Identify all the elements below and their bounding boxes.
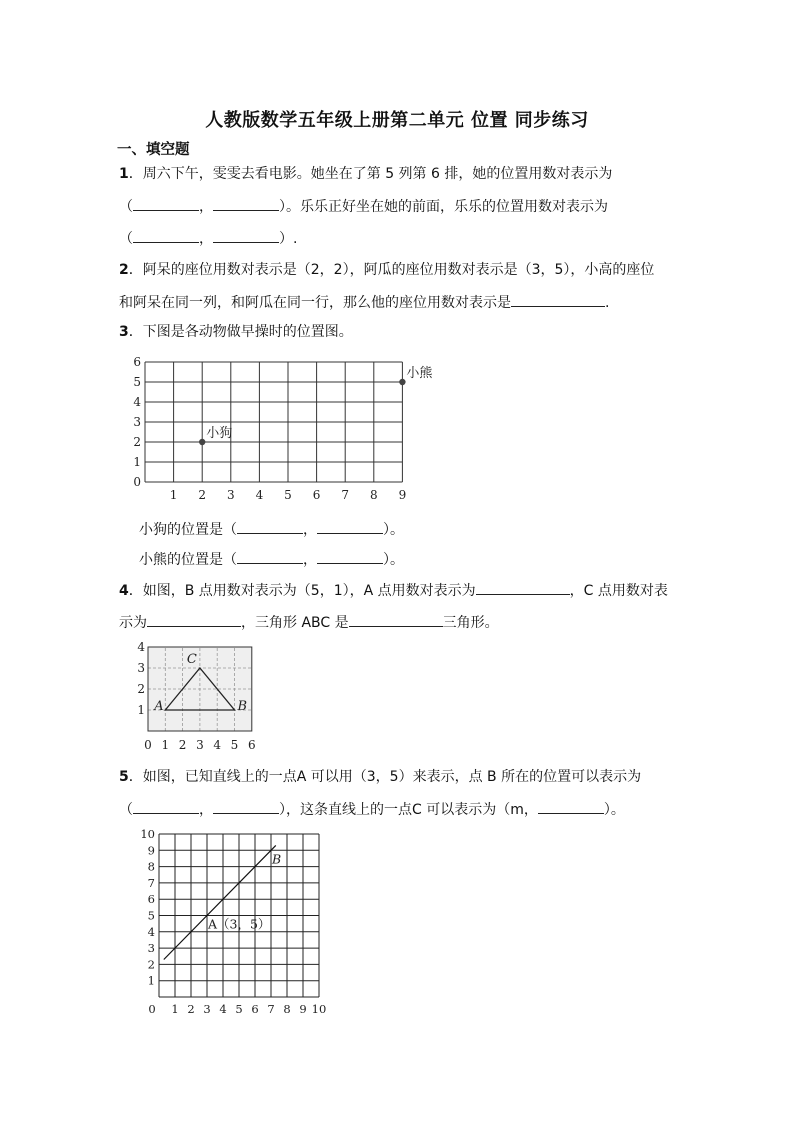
x-tick-label: 8 [283, 1002, 291, 1016]
x-tick-label: 1 [161, 738, 170, 752]
q1-line3 [119, 228, 297, 249]
page-title: 人教版数学五年级上册第二单元 位置 同步练习 [205, 110, 589, 131]
point-label: 小熊 [406, 366, 433, 381]
y-tick-label: 4 [133, 395, 141, 409]
q5-line1 [119, 767, 641, 787]
q3-bear-line [139, 549, 404, 570]
vertex-label: B [237, 699, 248, 714]
q3-text: ．下图是各动物做早操时的位置图。 [128, 324, 353, 340]
point-a-label: A（3，5） [208, 916, 271, 932]
y-tick-label: 2 [147, 957, 155, 972]
q3-dog-line [139, 519, 404, 540]
y-tick-label: 3 [137, 661, 145, 675]
q4-text-2c: 三角形。 [442, 615, 499, 631]
q3-bear-blank-1[interactable] [237, 549, 303, 564]
q5-mid: ），这条直线上的一点C 可以表示为（m， [279, 802, 538, 818]
q4-text-2a: 示为 [119, 615, 147, 631]
y-tick-label: 0 [133, 475, 141, 489]
q5-blank-3[interactable] [538, 799, 604, 814]
q3-dog-blank-2[interactable] [317, 519, 383, 534]
y-tick-label: 2 [137, 682, 145, 696]
y-tick-label: 1 [137, 703, 145, 717]
q1-number: 1 [119, 166, 129, 182]
q1-comma-b: ， [199, 231, 213, 247]
x-tick-label: 9 [299, 1002, 307, 1016]
q2-number: 2 [119, 262, 129, 278]
y-tick-label: 4 [147, 924, 155, 939]
q3-bear-comma: ， [303, 552, 317, 568]
x-tick-label: 6 [251, 1002, 259, 1016]
y-tick-label: 7 [147, 875, 155, 890]
q2-text-1: ．阿呆的座位用数对表示是（2，2），阿瓜的座位用数对表示是（3，5），小高的座位 [128, 262, 655, 278]
q1-blank-3[interactable] [133, 228, 199, 243]
q3-bear-label: 小熊的位置是（ [139, 552, 237, 568]
position-point [199, 439, 205, 445]
q3-dog-close: ）。 [383, 522, 404, 538]
straight-line [164, 845, 276, 959]
x-tick-label: 1 [171, 1002, 179, 1016]
q4-triangle-grid [138, 642, 263, 757]
q2-end: . [605, 295, 610, 311]
q3-bear-blank-2[interactable] [317, 549, 383, 564]
q3-dog-comma: ， [303, 522, 317, 538]
x-tick-label: 4 [255, 488, 264, 502]
x-tick-label: 8 [369, 488, 378, 502]
q4-blank-type[interactable] [349, 612, 443, 627]
x-tick-label: 0 [148, 1002, 156, 1016]
y-tick-label: 5 [133, 375, 141, 389]
x-tick-label: 6 [247, 738, 256, 752]
x-tick-label: 4 [219, 1002, 227, 1016]
q5-blank-1[interactable] [133, 799, 199, 814]
x-tick-label: 5 [235, 1002, 243, 1016]
x-tick-label: 3 [203, 1002, 211, 1016]
q1-line2 [119, 196, 608, 217]
y-tick-label: 8 [147, 859, 155, 874]
q3-line1 [119, 322, 353, 342]
q4-text-2b: ，三角形 ABC 是 [241, 615, 349, 631]
y-tick-label: 1 [133, 455, 141, 469]
section-heading: 一、填空题 [117, 142, 190, 158]
x-tick-label: 3 [196, 738, 204, 752]
q5-line2 [119, 799, 625, 820]
y-tick-label: 10 [140, 827, 155, 841]
q4-line2 [119, 612, 499, 633]
q4-number: 4 [119, 583, 129, 599]
x-tick-label: 1 [169, 488, 178, 502]
x-tick-label: 9 [398, 488, 407, 502]
position-point [399, 379, 405, 385]
q1-comma-a: ， [199, 199, 213, 215]
q1-line1 [119, 164, 612, 184]
x-tick-label: 4 [213, 738, 222, 752]
y-tick-label: 5 [147, 908, 155, 923]
q2-line2 [119, 292, 609, 313]
q2-line1 [119, 260, 654, 280]
q3-dog-label: 小狗的位置是（ [139, 522, 237, 538]
x-tick-label: 7 [341, 488, 350, 502]
y-tick-label: 1 [147, 973, 155, 988]
q2-text-2: 和阿呆在同一列，和阿瓜在同一行，那么他的座位用数对表示是 [119, 295, 511, 311]
q4-line1 [119, 580, 668, 601]
q1-blank-1[interactable] [133, 196, 199, 211]
q4-blank-c[interactable] [147, 612, 241, 627]
q4-text-1b: ，C 点用数对表 [569, 583, 668, 599]
q1-blank-2[interactable] [213, 196, 279, 211]
q5-line-grid [140, 827, 340, 1024]
y-tick-label: 4 [137, 640, 145, 654]
x-tick-label: 5 [230, 738, 239, 752]
q3-bear-close: ）。 [383, 552, 404, 568]
q1-close-a: ）。乐乐正好坐在她的前面，乐乐的位置用数对表示为 [279, 199, 608, 215]
q5-open-paren: （ [119, 802, 133, 818]
q1-blank-4[interactable] [213, 228, 279, 243]
q4-blank-a[interactable] [476, 580, 570, 595]
q1-open-paren-a: （ [119, 199, 133, 215]
x-tick-label: 3 [226, 488, 235, 502]
q4-text-1a: ．如图，B 点用数对表示为（5，1），A 点用数对表示为 [128, 583, 476, 599]
q5-comma: ， [199, 802, 213, 818]
x-tick-label: 2 [198, 488, 207, 502]
q3-dog-blank-1[interactable] [237, 519, 303, 534]
x-tick-label: 2 [178, 738, 187, 752]
vertex-label: A [154, 699, 164, 714]
y-tick-label: 3 [133, 415, 141, 429]
x-tick-label: 2 [187, 1002, 195, 1016]
q1-open-paren-b: （ [119, 231, 133, 247]
q3-position-grid [128, 355, 433, 506]
x-tick-label: 5 [284, 488, 292, 502]
x-tick-label: 10 [311, 1002, 327, 1016]
y-tick-label: 6 [147, 892, 155, 907]
q5-number: 5 [119, 769, 129, 785]
q1-close-b: ）. [279, 231, 298, 247]
y-tick-label: 9 [147, 843, 155, 858]
y-tick-label: 6 [133, 355, 141, 369]
point-b-label: B [272, 851, 282, 867]
x-tick-label: 6 [312, 488, 321, 502]
point-label: 小狗 [206, 426, 233, 441]
vertex-label: C [186, 652, 197, 667]
y-tick-label: 3 [147, 941, 155, 956]
q5-text-1: ．如图，已知直线上的一点A 可以用（3，5）来表示，点 B 所在的位置可以表示为 [128, 769, 642, 785]
q5-blank-2[interactable] [213, 799, 279, 814]
x-tick-label: 7 [267, 1002, 275, 1016]
q5-close: ）。 [603, 802, 625, 818]
x-tick-label: 0 [144, 738, 152, 752]
q2-blank[interactable] [511, 292, 605, 307]
y-tick-label: 2 [133, 435, 141, 449]
q3-number: 3 [119, 324, 129, 340]
q1-text: ．周六下午，雯雯去看电影。她坐在了第 5 列第 6 排，她的位置用数对表示为 [128, 166, 613, 182]
